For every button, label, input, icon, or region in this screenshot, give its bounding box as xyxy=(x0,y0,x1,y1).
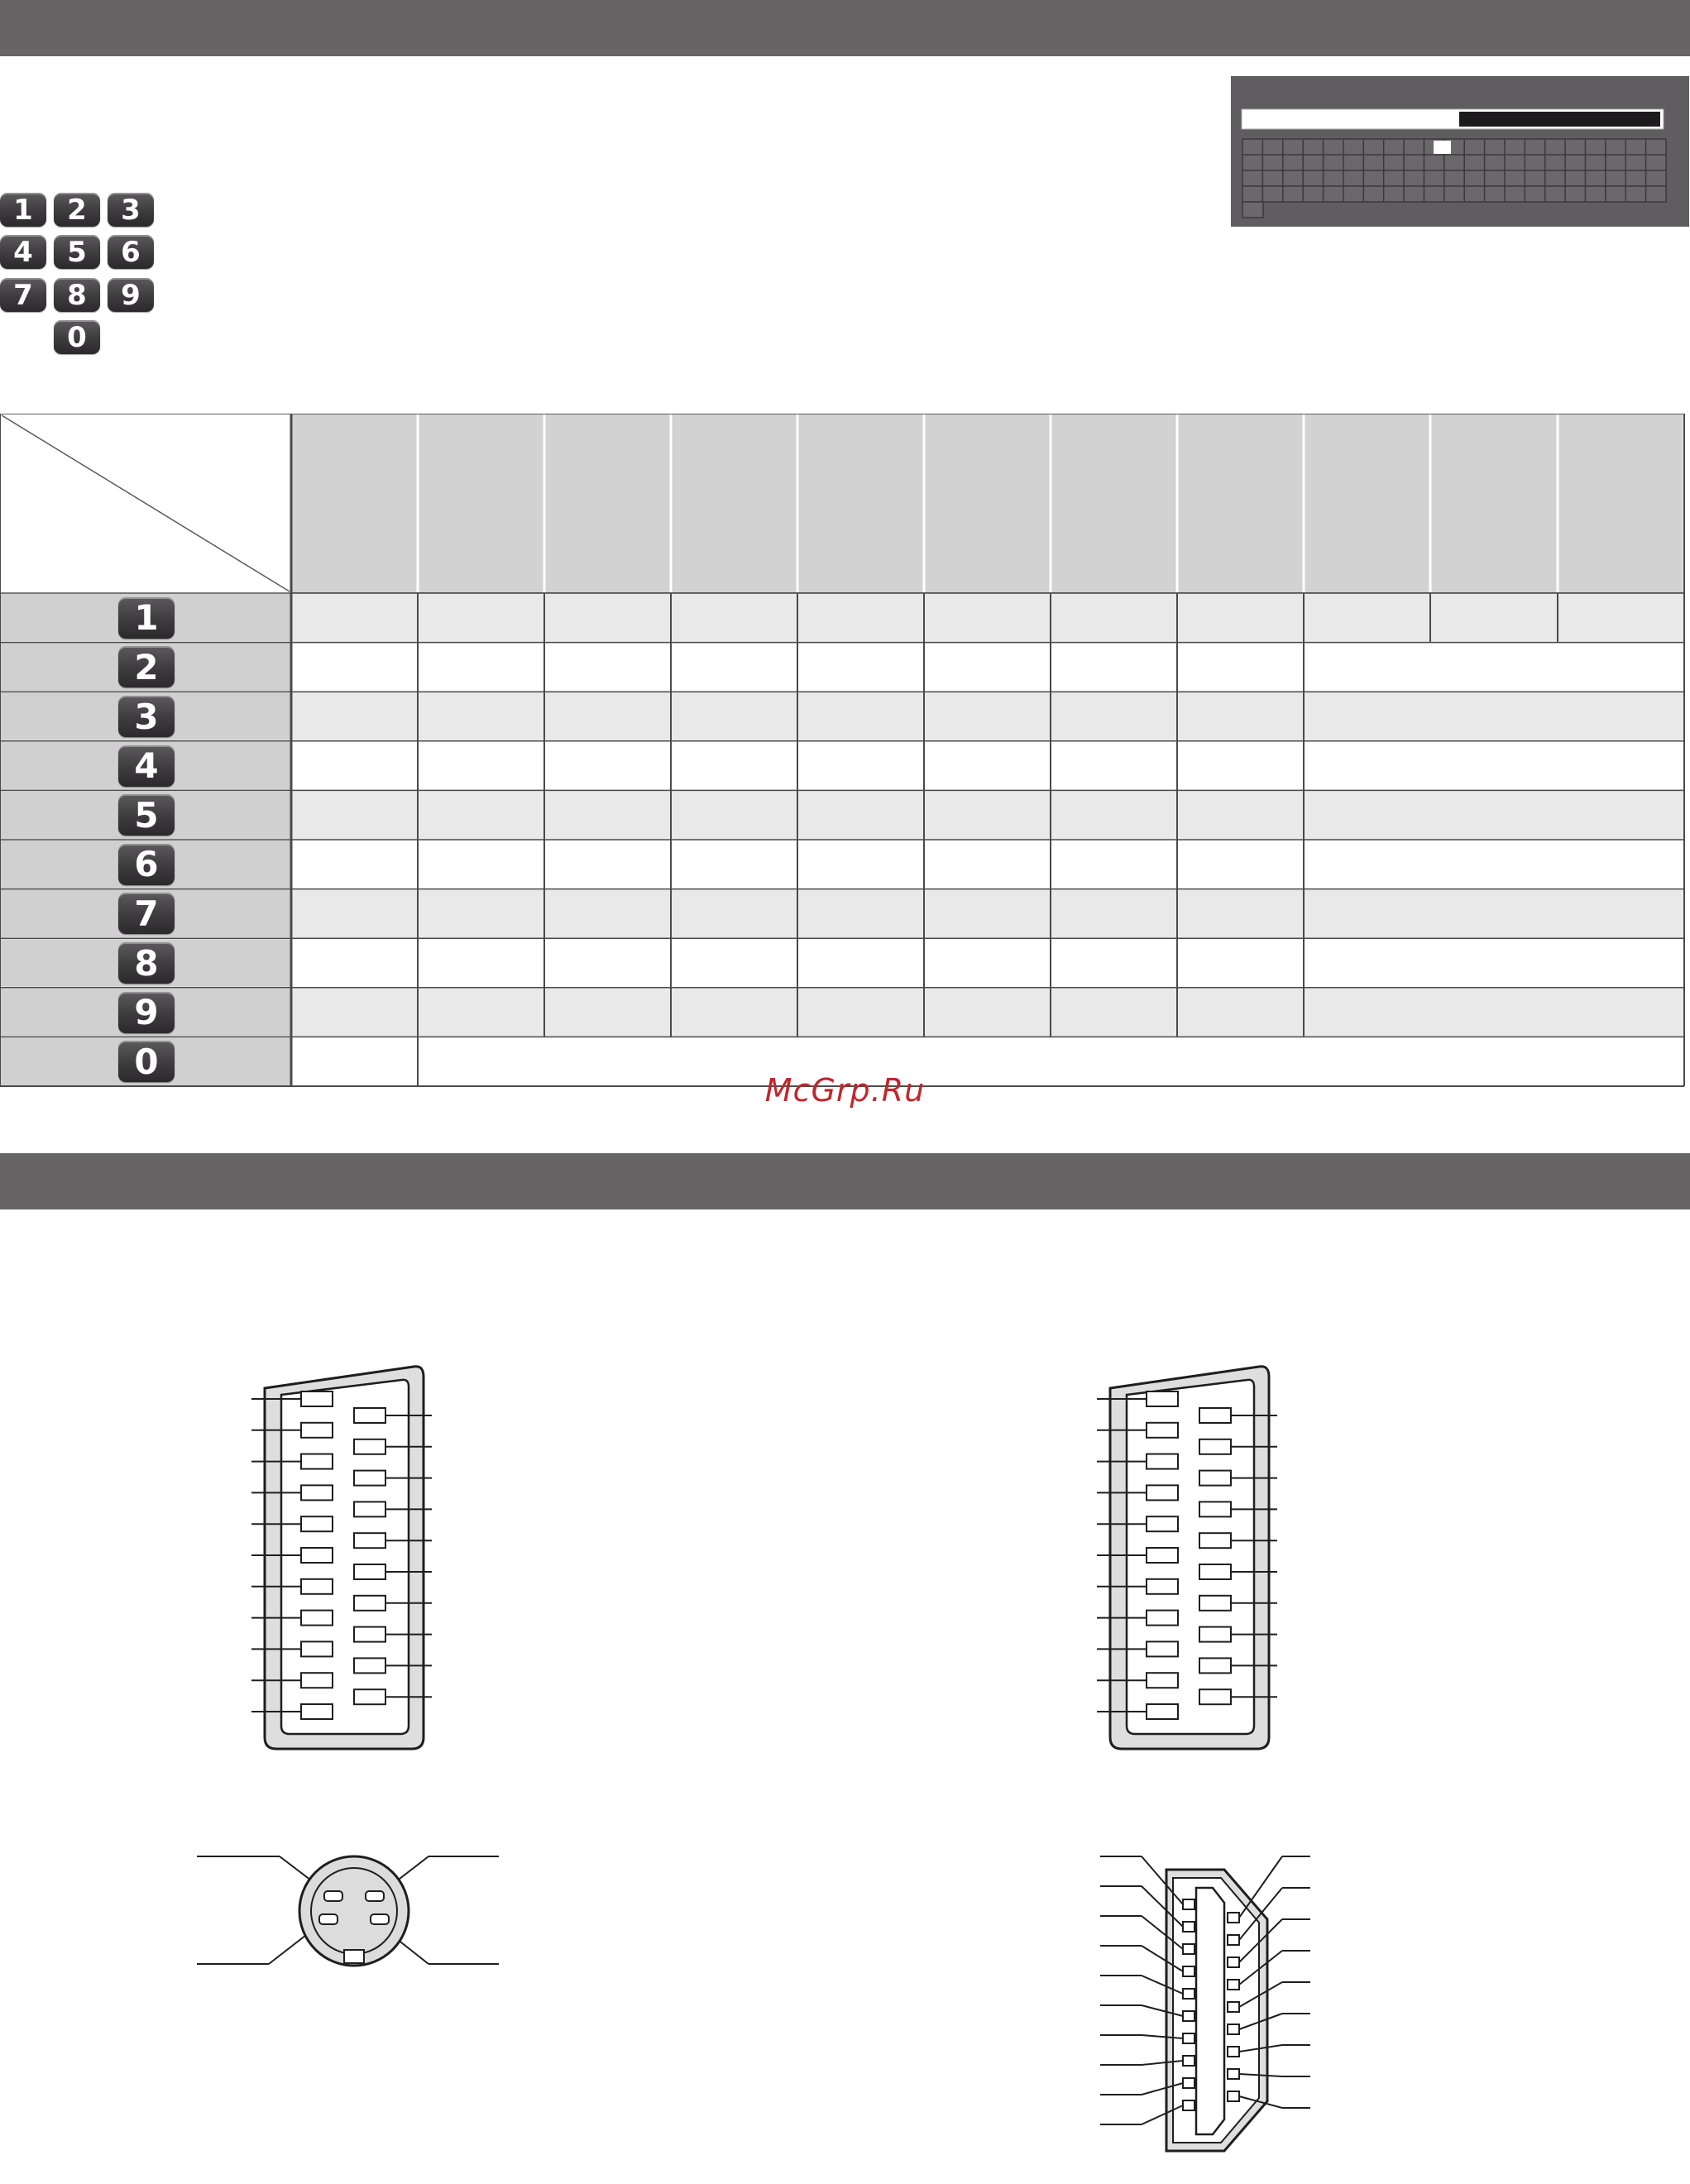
scart-pin xyxy=(354,1564,385,1579)
table-row xyxy=(291,692,1684,741)
scart-pin xyxy=(1147,1516,1178,1531)
scart-pin xyxy=(301,1611,333,1626)
table-row-key-3: 3 xyxy=(118,696,175,737)
keypad-key-2: 2 xyxy=(54,193,100,227)
scart-pin xyxy=(1147,1611,1178,1626)
table-header-row xyxy=(291,414,1684,593)
scart-pin xyxy=(1147,1704,1178,1719)
scart-pin xyxy=(301,1423,333,1438)
header-band-middle xyxy=(0,1153,1690,1209)
hdmi-pin xyxy=(1183,2078,1194,2088)
hdmi-pin xyxy=(1228,2091,1239,2101)
scart-pin xyxy=(1147,1548,1178,1563)
scart-pin xyxy=(354,1533,385,1548)
scart-connector-diagram-1 xyxy=(240,1357,455,1754)
grid-extra-cell xyxy=(1242,202,1263,218)
hdmi-pin xyxy=(1228,2047,1239,2057)
hdmi-pin xyxy=(1228,1980,1239,1990)
table-row xyxy=(291,840,1684,889)
keypad-key-8: 8 xyxy=(54,278,100,312)
scart-pin xyxy=(1199,1502,1231,1516)
hdmi-pin xyxy=(1183,2100,1194,2110)
table-row-key-7: 7 xyxy=(118,893,175,934)
scart-connector-diagram-2 xyxy=(1085,1357,1300,1754)
hdmi-pin xyxy=(1183,1922,1194,1932)
scart-pin xyxy=(1147,1579,1178,1594)
scart-pin xyxy=(354,1658,385,1673)
scart-pin xyxy=(1199,1658,1231,1673)
keypad-key-0: 0 xyxy=(54,320,100,354)
scart-pin xyxy=(1199,1627,1231,1642)
scart-pin xyxy=(354,1596,385,1611)
scart-pin xyxy=(1199,1689,1231,1704)
table-row-key-8: 8 xyxy=(118,942,175,984)
watermark: McGrp.Ru xyxy=(764,1072,926,1109)
scart-pin xyxy=(301,1454,333,1469)
keypad-key-5: 5 xyxy=(54,235,100,269)
scart-pin xyxy=(1199,1596,1231,1611)
selected-character-cell xyxy=(1434,141,1451,154)
table-row xyxy=(291,741,1684,791)
character-input-panel xyxy=(1231,76,1689,227)
hdmi-pin xyxy=(1228,1913,1239,1923)
scart-pin xyxy=(354,1439,385,1454)
table-row xyxy=(291,889,1684,939)
hdmi-pin xyxy=(1183,1944,1194,1954)
keypad-key-9: 9 xyxy=(108,278,154,312)
table-row-key-1: 1 xyxy=(118,597,175,639)
table-row-key-6: 6 xyxy=(118,844,175,885)
scart-pin xyxy=(301,1516,333,1531)
keypad-key-3: 3 xyxy=(108,193,154,227)
scart-pin xyxy=(1199,1408,1231,1423)
keypad-key-4: 4 xyxy=(0,235,46,269)
hdmi-pin xyxy=(1228,1957,1239,1967)
scart-pin xyxy=(354,1689,385,1704)
scart-pin xyxy=(1147,1454,1178,1469)
scart-pin xyxy=(1199,1439,1231,1454)
scart-pin xyxy=(301,1673,333,1688)
table-row-key-4: 4 xyxy=(118,745,175,787)
keypad-key-7: 7 xyxy=(0,278,46,312)
table-row-key-9: 9 xyxy=(118,992,175,1033)
scart-pin xyxy=(1147,1423,1178,1438)
scart-pin xyxy=(354,1408,385,1423)
table-row-key-2: 2 xyxy=(118,646,175,687)
hdmi-pin xyxy=(1228,2069,1239,2079)
character-table xyxy=(0,414,1690,1092)
hdmi-pin xyxy=(1183,2056,1194,2066)
hdmi-pin xyxy=(1183,1966,1194,1976)
scart-pin xyxy=(301,1579,333,1594)
scart-pin xyxy=(1147,1673,1178,1688)
hdmi-pin xyxy=(1183,1989,1194,1999)
table-row xyxy=(291,938,1684,988)
svideo-pin xyxy=(371,1914,389,1924)
scart-pin xyxy=(301,1391,333,1406)
scart-pin xyxy=(301,1548,333,1563)
scart-pin xyxy=(1147,1391,1178,1406)
hdmi-connector-diagram xyxy=(1100,1853,1324,2184)
scart-pin xyxy=(301,1485,333,1500)
svideo-pin xyxy=(324,1891,342,1901)
scart-pin xyxy=(1199,1564,1231,1579)
svideo-pin xyxy=(366,1891,384,1901)
scart-pin xyxy=(354,1502,385,1516)
hdmi-pin xyxy=(1228,2024,1239,2034)
table-row xyxy=(291,593,1684,643)
scart-pin xyxy=(354,1471,385,1486)
scart-pin xyxy=(1147,1485,1178,1500)
table-row xyxy=(291,643,1684,692)
table-row-key-5: 5 xyxy=(118,794,175,836)
hdmi-pin xyxy=(1228,2002,1239,2012)
input-cursor-bar xyxy=(1459,112,1660,127)
scart-pin xyxy=(1199,1533,1231,1548)
svideo-connector-diagram xyxy=(190,1845,505,1994)
table-row-key-0: 0 xyxy=(118,1041,175,1082)
hdmi-pin xyxy=(1183,2011,1194,2021)
svideo-pin xyxy=(319,1914,338,1924)
scart-pin xyxy=(301,1641,333,1656)
scart-pin xyxy=(1199,1471,1231,1486)
table-row xyxy=(291,790,1684,840)
header-band-top xyxy=(0,0,1690,56)
hdmi-pin xyxy=(1183,1899,1194,1909)
scart-pin xyxy=(354,1627,385,1642)
keypad-key-1: 1 xyxy=(0,193,46,227)
hdmi-pin xyxy=(1183,2033,1194,2043)
hdmi-pin xyxy=(1228,1935,1239,1945)
keypad-key-6: 6 xyxy=(108,235,154,269)
scart-pin xyxy=(1147,1641,1178,1656)
table-row xyxy=(291,988,1684,1037)
scart-pin xyxy=(301,1704,333,1719)
